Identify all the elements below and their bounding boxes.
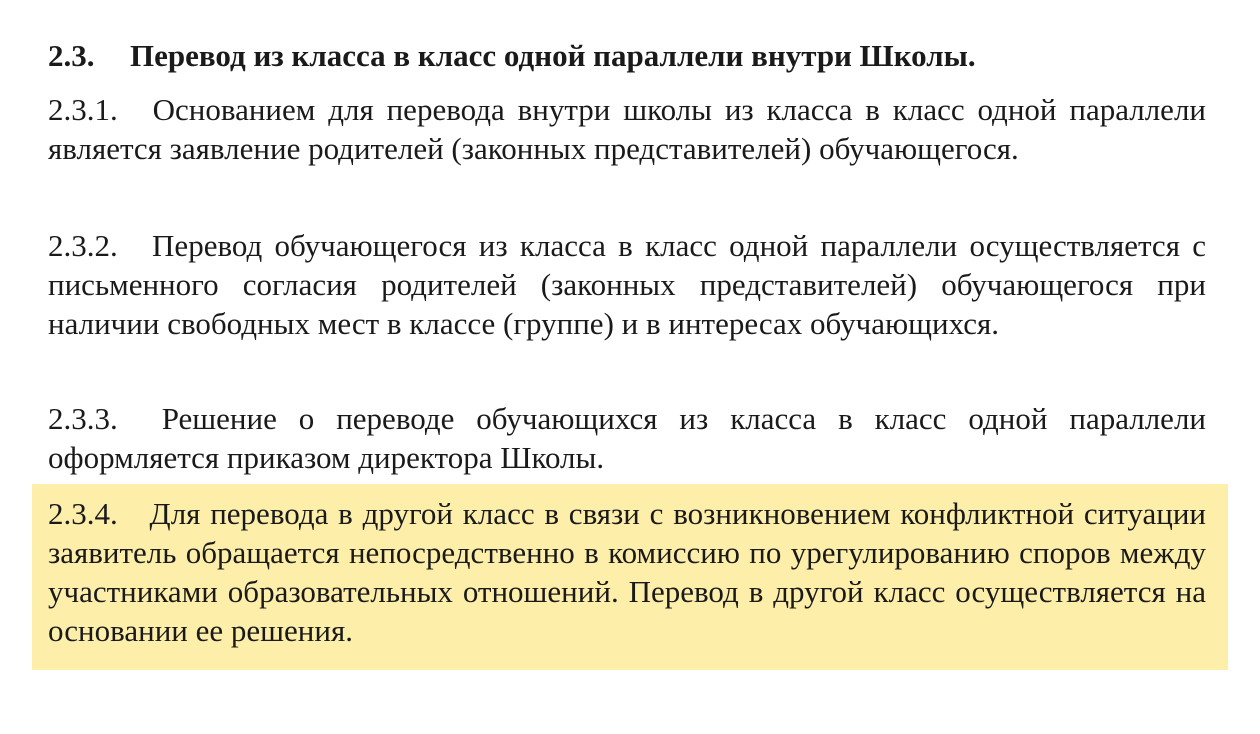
paragraph-2-3-1 <box>48 90 1206 168</box>
paragraph-2-3-2 <box>48 226 1206 343</box>
paragraph-2-3-3 <box>48 399 1206 477</box>
paragraph-text: Решение о переводе обучающихся из класса в класс одной параллели оформляется приказом директора Школы. <box>48 401 1206 475</box>
section-title: Перевод из класса в класс одной параллели внутри Школы. <box>130 38 976 73</box>
paragraph-text: Перевод обучающегося из класса в класс одной параллели осуществляется с письменного согласия родителей (законных представителей) обучающегося при наличии свободных мест в классе (группе) и в интересах обучающихся. <box>48 228 1206 341</box>
paragraph-number: 2.3.3. <box>48 401 118 436</box>
paragraph-number: 2.3.1. <box>48 92 118 127</box>
paragraph-text: Основанием для перевода внутри школы из класса в класс одной параллели является заявление родителей (законных представителей) обучающегося. <box>48 92 1207 166</box>
paragraph-number: 2.3.2. <box>48 228 118 263</box>
section-number: 2.3. <box>48 38 95 73</box>
paragraph-text: Для перевода в другой класс в связи с возникновением конфликтной ситуации заявитель обращается непосредственно в комиссию по урегулированию споров между участниками образовательных отношений. Перевод в другой класс осуществляется на основании ее решения. <box>48 496 1207 648</box>
paragraph-number: 2.3.4. <box>48 496 118 531</box>
paragraph-2-3-4-highlighted <box>48 494 1206 650</box>
section-heading <box>48 36 1208 76</box>
